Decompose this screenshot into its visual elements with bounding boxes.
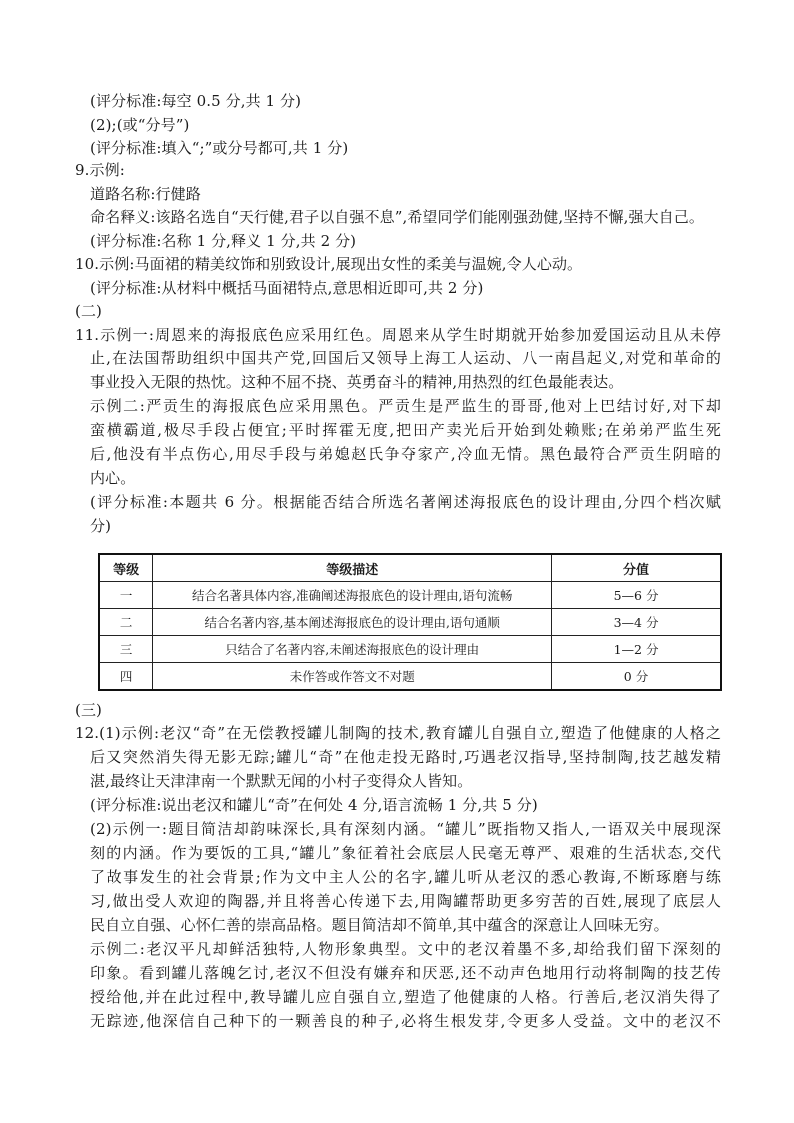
q9-heading: 9.示例: [75,161,125,179]
q12-part1-scoring-note: (评分标准:说出老汉和罐儿“奇”在何处 4 分,语言流畅 1 分,共 5 分) [90,796,538,814]
grading-table [98,553,722,691]
q12-part2-ex1-line2: 刻的内涵。作为要饭的工具,“罐儿”象征着社会底层人民毫无尊严、艰难的生活状态,交代 [90,844,721,862]
q11-example2-line2: 蛮横霸道,极尽手段占便宜;平时挥霍无度,把田产卖光后开始到处赖账;在弟弟严监生死 [90,421,721,439]
header-score: 分值 [552,554,721,582]
q11-scoring-note-line2: 分) [90,517,112,535]
row-description: 未作答或作答文不对题 [153,663,552,691]
q11-scoring-note-line1: (评分标准:本题共 6 分。根据能否结合所选名著阐述海报底色的设计理由,分四个档次赋 [90,493,721,511]
scoring-note-blank: (评分标准:每空 0.5 分,共 1 分) [90,92,302,110]
q11-example2-line4: 内心。 [90,469,136,487]
table-row [99,636,721,663]
row-level: 四 [99,663,153,691]
row-score: 3—4 分 [552,609,721,636]
q9-road-name: 道路名称:行健路 [90,185,201,203]
table-row [99,582,721,609]
q10-scoring-note: (评分标准:从材料中概括马面裙特点,意思相近即可,共 2 分) [90,279,484,297]
q12-part1-line1: 12.(1)示例:老汉“奇”在无偿教授罐儿制陶的技术,教育罐儿自强自立,塑造了他健康的人格之 [75,724,721,742]
table-row [99,609,721,636]
q12-part2-ex1-line4: 习,做出受人欢迎的陶器,并且将善心传递下去,用陶罐帮助更多穷苦的百姓,展现了底层人 [90,892,721,910]
q11-example2-line1: 示例二:严贡生的海报底色应采用黑色。严贡生是严监生的哥哥,他对上巴结讨好,对下却 [90,397,721,415]
q9-scoring-note: (评分标准:名称 1 分,释义 1 分,共 2 分) [90,232,357,250]
answer-2-semicolon: (2);(或“分号”) [90,116,190,134]
q10-example: 10.示例:马面裙的精美纹饰和别致设计,展现出女性的柔美与温婉,令人心动。 [75,255,583,273]
q11-example1-line3: 事业投入无限的热忱。这种不屈不挠、英勇奋斗的精神,用热烈的红色最能表达。 [90,373,624,391]
q12-part2-ex2-line4: 无踪迹,他深信自己种下的一颗善良的种子,必将生根发芽,令更多人受益。文中的老汉不 [90,1012,721,1030]
row-level: 一 [99,582,153,609]
q11-example1-line1: 11.示例一:周恩来的海报底色应采用红色。周恩来从学生时期就开始参加爱国运动且从未停 [75,326,721,344]
table-header-row [99,554,721,582]
header-level: 等级 [99,554,153,582]
q12-part2-ex2-line3: 授给他,并在此过程中,教导罐儿应自强自立,塑造了他健康的人格。行善后,老汉消失得了 [90,988,721,1006]
q11-example2-line3: 后,他没有半点伤心,用尽手段与弟媳赵氏争夺家产,冷血无情。黑色最符合严贡生阴暗的 [90,445,721,463]
row-level: 三 [99,636,153,663]
q12-part1-line3: 湛,最终让天津津南一个默默无闻的小村子变得众人皆知。 [90,772,473,790]
row-score: 0 分 [552,663,721,691]
table-row [99,663,721,691]
row-score: 1—2 分 [552,636,721,663]
scoring-note-semicolon: (评分标准:填入“;”或分号都可,共 1 分) [90,139,349,157]
row-level: 二 [99,609,153,636]
q12-part2-ex2-line1: 示例二:老汉平凡却鲜活独特,人物形象典型。文中的老汉着墨不多,却给我们留下深刻的 [90,940,721,958]
row-description: 只结合了名著内容,未阐述海报底色的设计理由 [153,636,552,663]
q12-part2-ex1-line3: 了故事发生的社会背景;作为文中主人公的名字,罐儿听从老汉的悉心教诲,不断琢磨与练 [90,868,721,886]
section-three-heading: (三) [75,701,103,719]
q11-example1-line2: 止,在法国帮助组织中国共产党,回国后又领导上海工人运动、八一南昌起义,对党和革命的 [90,349,721,367]
q12-part2-ex2-line2: 印象。看到罐儿落魄乞讨,老汉不但没有嫌弃和厌恶,还不动声色地用行动将制陶的技艺传 [90,964,721,982]
row-description: 结合名著具体内容,准确阐述海报底色的设计理由,语句流畅 [153,582,552,609]
section-two-heading: (二) [75,302,103,320]
q9-naming-explanation: 命名释义:该路名选自“天行健,君子以自强不息”,希望同学们能刚强劲健,坚持不懈,强大自己。 [90,208,704,226]
q12-part2-ex1-line5: 民自立自强、心怀仁善的崇高品格。题目简洁却不简单,其中蕴含的深意让人回味无穷。 [90,916,669,934]
q12-part2-ex1-line1: (2)示例一:题目简洁却韵味深长,具有深刻内涵。“罐儿”既指物又指人,一语双关中展现深 [90,820,721,838]
q12-part1-line2: 后又突然消失得无影无踪;罐儿“奇”在他走投无路时,巧遇老汉指导,坚持制陶,技艺越发精 [90,748,721,766]
header-description: 等级描述 [153,554,552,582]
row-description: 结合名著内容,基本阐述海报底色的设计理由,语句通顺 [153,609,552,636]
row-score: 5—6 分 [552,582,721,609]
